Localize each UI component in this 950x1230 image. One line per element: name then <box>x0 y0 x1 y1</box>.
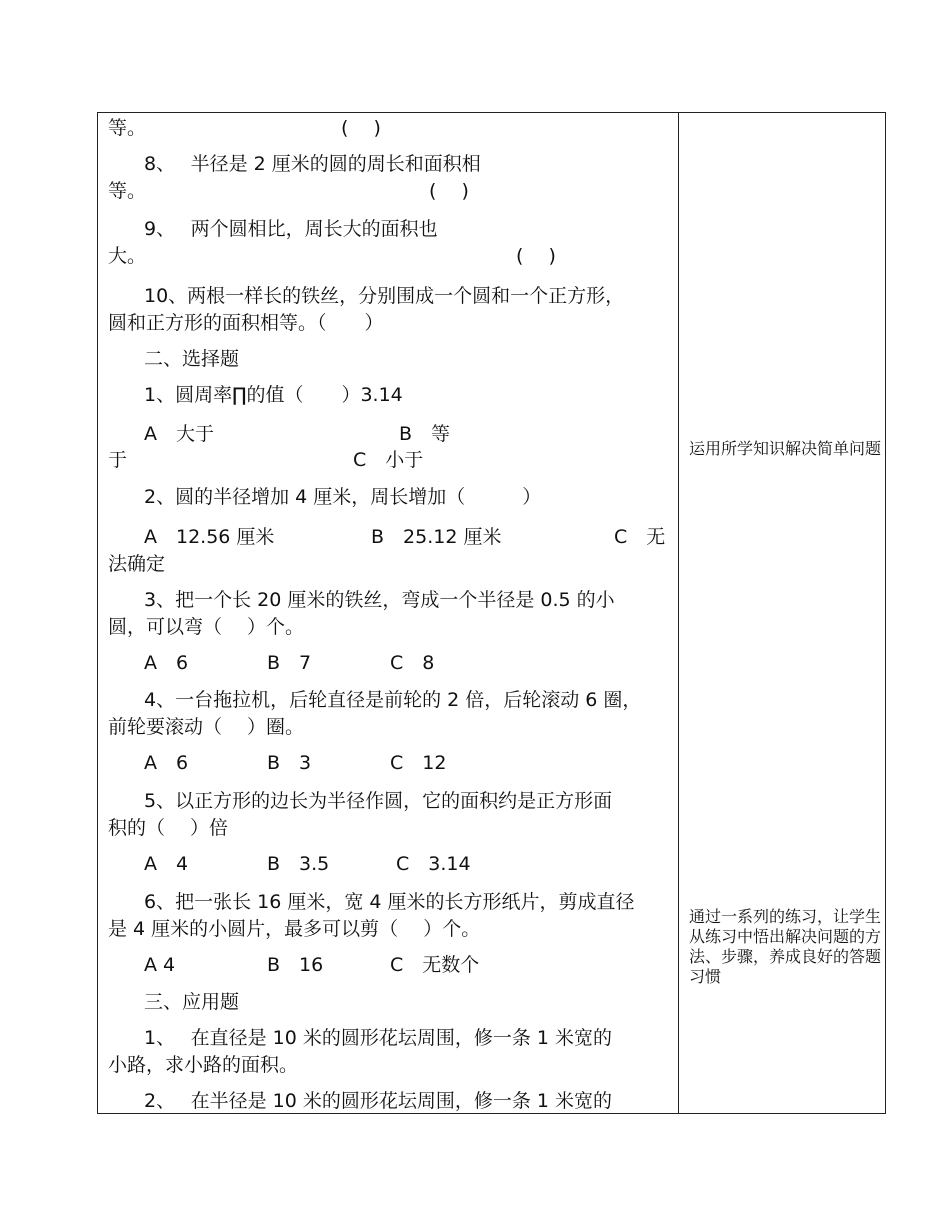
q1-option-b: B 等 <box>399 423 451 445</box>
q4-stem-line1: 4、一台拖拉机，后轮直径是前轮的 2 倍，后轮滚动 6 圈， <box>144 689 642 711</box>
q5-option-b: B 3.5 <box>267 853 330 875</box>
item9-line2: 大。 <box>108 245 147 267</box>
item8-paren: ( ) <box>429 180 469 202</box>
app-q2-line1: 2、 在半径是 10 米的圆形花坛周围，修一条 1 米宽的 <box>144 1090 613 1112</box>
q1-stem: 1、圆周率∏的值（ ）3.14 <box>144 384 403 406</box>
item7-tail: 等。 <box>108 117 147 139</box>
q1-option-c: C 小于 <box>353 449 424 471</box>
q1-option-b-cont: 于 <box>108 449 128 471</box>
q3-stem-line1: 3、把一个长 20 厘米的铁丝，弯成一个半径是 0.5 的小 <box>144 589 615 611</box>
q6-stem-line1: 6、把一张长 16 厘米，宽 4 厘米的长方形纸片，剪成直径 <box>144 891 635 913</box>
lesson-table <box>97 112 886 1114</box>
item8-line1: 8、 半径是 2 厘米的圆的周长和面积相 <box>144 153 481 175</box>
item10-line2: 圆和正方形的面积相等。（ ） <box>108 312 384 334</box>
item10-line1: 10、两根一样长的铁丝，分别围成一个圆和一个正方形， <box>144 285 625 307</box>
column-divider <box>678 113 679 1113</box>
q3-option-b: B 7 <box>267 652 312 674</box>
q4-option-a: A 6 <box>144 752 189 774</box>
item7-paren: ( ) <box>341 117 381 139</box>
section2-heading: 二、选择题 <box>144 348 240 370</box>
section3-heading: 三、应用题 <box>144 991 240 1013</box>
q2-stem: 2、圆的半径增加 4 厘米，周长增加（ ） <box>144 486 542 508</box>
q5-option-a: A 4 <box>144 853 189 875</box>
q3-option-a: A 6 <box>144 652 189 674</box>
item8-line2: 等。 <box>108 180 147 202</box>
q2-option-c-cont: 法确定 <box>108 553 166 575</box>
objective-note-2: 通过一系列的练习，让学生从练习中悟出解决问题的方法、步骤，养成良好的答题习惯 <box>689 907 882 986</box>
q6-stem-line2: 是 4 厘米的小圆片，最多可以剪（ ）个。 <box>108 918 481 940</box>
q6-option-b: B 16 <box>267 954 324 976</box>
app-q1-line2: 小路，求小路的面积。 <box>108 1054 299 1076</box>
q2-option-c: C 无 <box>614 526 666 548</box>
q6-option-c: C 无数个 <box>390 954 480 976</box>
q2-option-a: A 12.56 厘米 <box>144 526 275 548</box>
item9-line1: 9、 两个圆相比，周长大的面积也 <box>144 218 438 240</box>
q5-stem-line2: 积的（ ）倍 <box>108 817 229 839</box>
q1-option-a: A 大于 <box>144 423 214 445</box>
q3-option-c: C 8 <box>390 652 435 674</box>
q5-option-c: C 3.14 <box>396 853 471 875</box>
app-q1-line1: 1、 在直径是 10 米的圆形花坛周围，修一条 1 米宽的 <box>144 1027 613 1049</box>
q6-option-a: A 4 <box>144 954 176 976</box>
item9-paren: ( ) <box>516 245 556 267</box>
q2-option-b: B 25.12 厘米 <box>371 526 502 548</box>
q4-option-c: C 12 <box>390 752 447 774</box>
exercise-column <box>98 113 678 1113</box>
q4-stem-line2: 前轮要滚动（ ）圈。 <box>108 716 305 738</box>
q4-option-b: B 3 <box>267 752 312 774</box>
q5-stem-line1: 5、以正方形的边长为半径作圆，它的面积约是正方形面 <box>144 790 613 812</box>
objective-note-1: 运用所学知识解决简单问题 <box>689 439 882 458</box>
q3-stem-line2: 圆，可以弯（ ）个。 <box>108 616 305 638</box>
